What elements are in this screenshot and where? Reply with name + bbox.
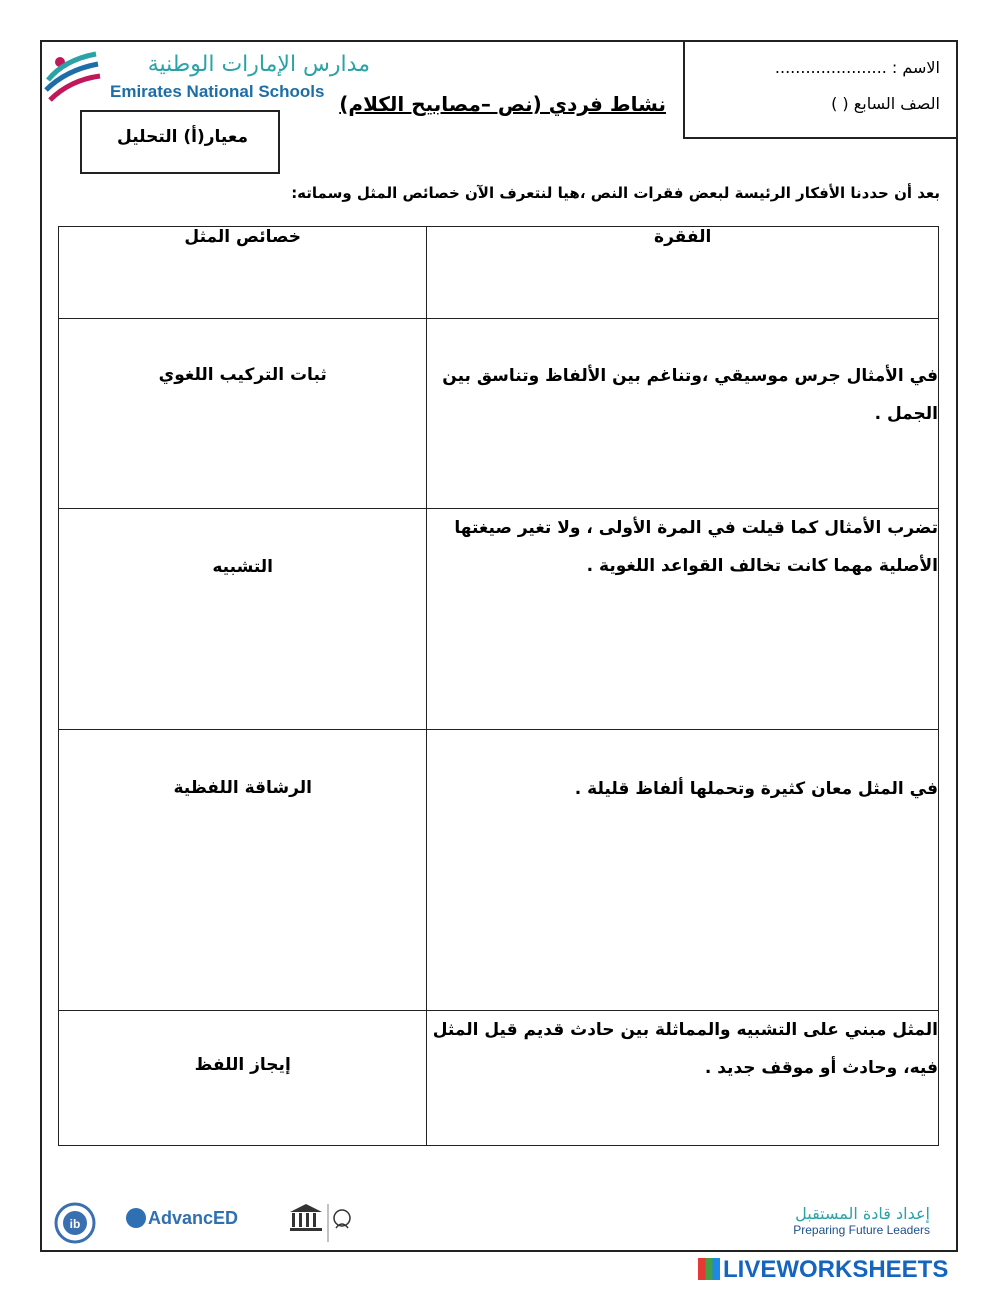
activity-title: نشاط فردي (نص –مصابيح الكلام)	[339, 92, 666, 116]
student-name-field[interactable]: الاسم : ......................	[774, 58, 940, 77]
advanced-logo	[126, 1208, 238, 1229]
student-info-box	[683, 40, 958, 139]
feature-cell[interactable]: التشبيه	[59, 509, 427, 730]
student-grade-field[interactable]: الصف السابع ( )	[831, 94, 940, 113]
advanced-icon	[126, 1208, 146, 1228]
criterion-label: معيار(أ) التحليل	[117, 127, 248, 147]
paragraph-cell: المثل مبني على التشبيه والمماثلة بين حادث قديم قيل المثل فيه، وحادث أو موقف جديد .	[427, 1011, 939, 1146]
paragraph-cell: في الأمثال جرس موسيقي ،وتناغم بين الألفاظ وتناسق بين الجمل .	[427, 319, 939, 509]
feature-cell[interactable]: الرشاقة اللفظية	[59, 730, 427, 1011]
svg-text:ib: ib	[69, 1217, 81, 1231]
slogan-arabic: إعداد قادة المستقبل	[795, 1204, 930, 1223]
paragraph-cell: تضرب الأمثال كما قيلت في المرة الأولى ، ولا تغير صيغتها الأصلية مهما كانت تخالف القواعد اللغوية .	[427, 509, 939, 730]
features-column-header: خصائص المثل	[59, 227, 427, 319]
feature-cell[interactable]: ثبات التركيب اللغوي	[59, 319, 427, 509]
school-logo-icon	[44, 50, 102, 102]
table-row	[59, 1011, 939, 1146]
paragraph-column-header: الفقرة	[427, 227, 939, 319]
school-name-english: Emirates National Schools	[110, 82, 325, 101]
features-table	[58, 226, 939, 1146]
table-row	[59, 319, 939, 509]
unesco-logo-icon	[284, 1198, 360, 1248]
liveworksheets-label: LIVEWORKSHEETS	[723, 1256, 949, 1283]
liveworksheets-brand[interactable]	[698, 1256, 948, 1284]
school-name-arabic: مدارس الإمارات الوطنية	[147, 52, 370, 77]
table-row	[59, 730, 939, 1011]
paragraph-cell: في المثل معان كثيرة وتحملها ألفاظ قليلة .	[427, 730, 939, 1011]
liveworksheets-icon	[698, 1258, 720, 1280]
instruction-text: بعد أن حددنا الأفكار الرئيسة لبعض فقرات النص ،هيا لنتعرف الآن خصائص المثل وسماته:	[291, 184, 940, 202]
advanced-label: AdvancED	[148, 1208, 239, 1228]
school-logo	[44, 50, 370, 105]
footer	[40, 1190, 958, 1250]
table-row	[59, 509, 939, 730]
feature-cell[interactable]: إيجاز اللفظ	[59, 1011, 427, 1146]
ib-logo-icon	[54, 1202, 96, 1244]
criterion-box	[80, 110, 280, 174]
slogan-english: Preparing Future Leaders	[793, 1223, 930, 1237]
slogan-logo	[793, 1204, 930, 1237]
table-header-row	[59, 227, 939, 319]
